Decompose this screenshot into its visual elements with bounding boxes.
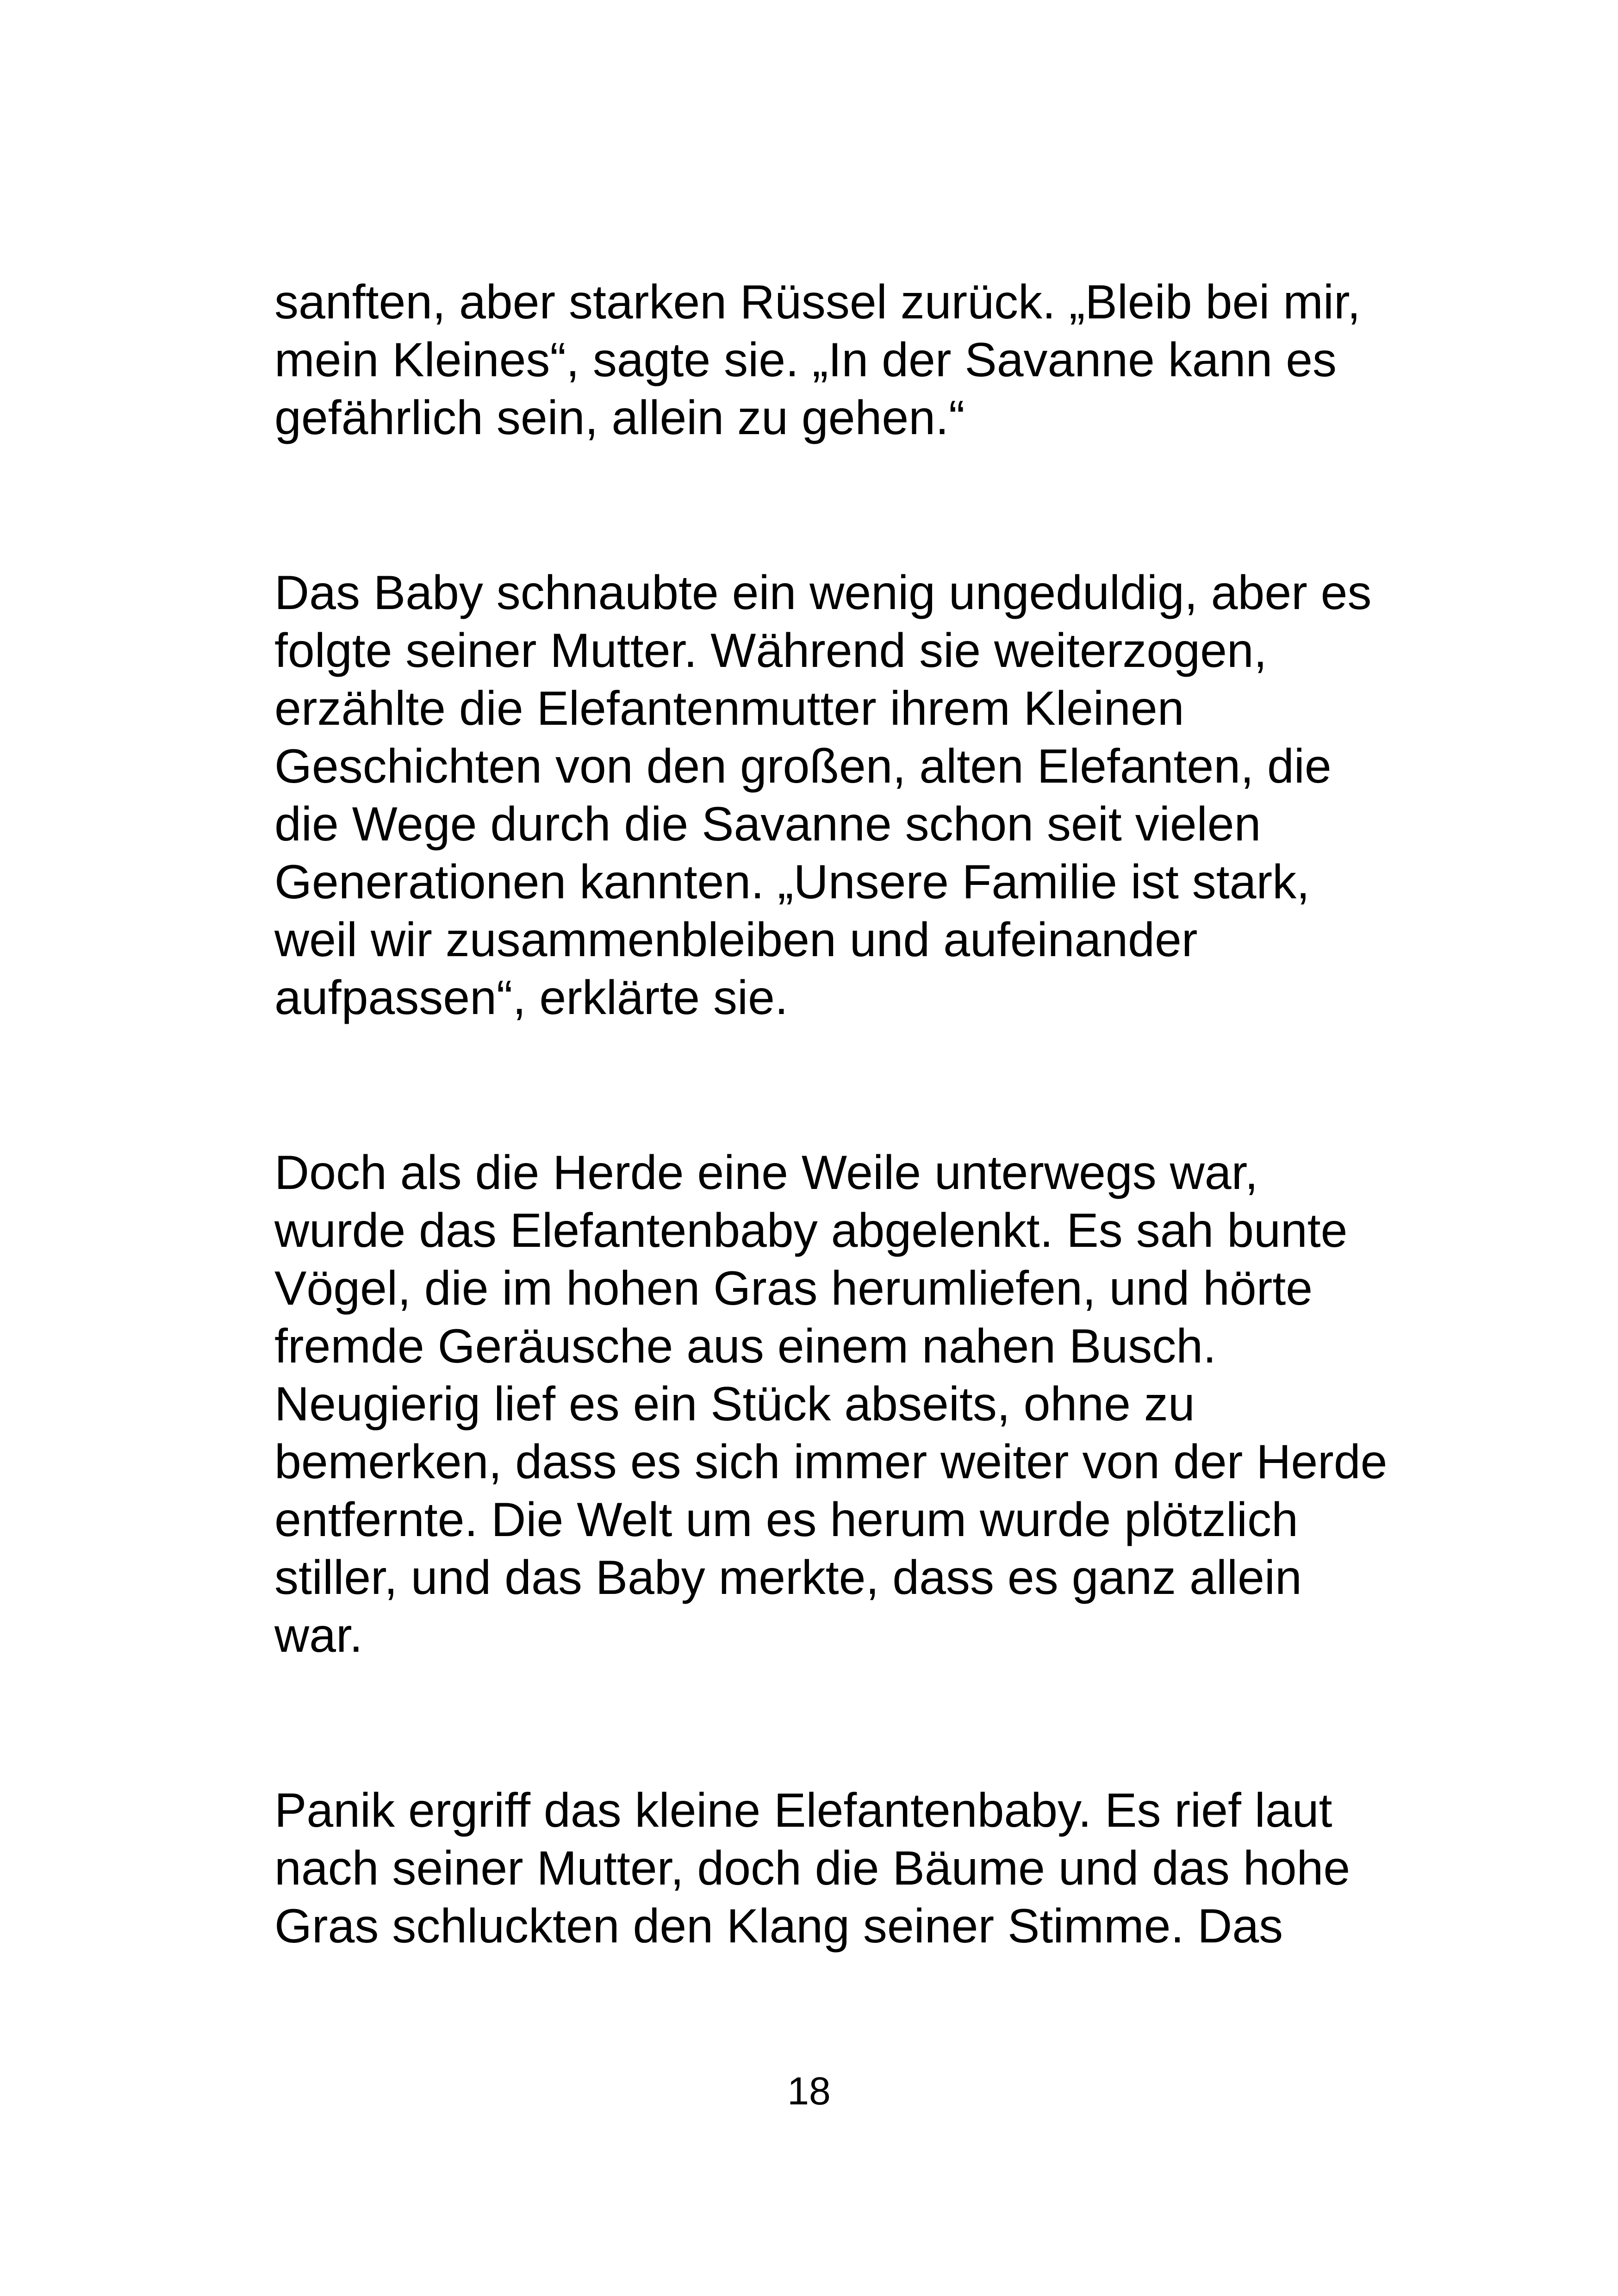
paragraph xyxy=(274,1144,1388,1665)
text-line: die Wege durch die Savanne schon seit vielen xyxy=(274,797,1261,851)
text-line: Das Baby schnaubte ein wenig ungeduldig, aber es xyxy=(274,566,1372,620)
text-line: sanften, aber starken Rüssel zurück. „Bleib bei mir, xyxy=(274,275,1361,329)
text-line: Panik ergriff das kleine Elefantenbaby. Es rief laut xyxy=(274,1784,1332,1837)
text-line: Geschichten von den großen, alten Elefanten, die xyxy=(274,740,1332,793)
text-line: mein Kleines“, sagte sie. „In der Savanne kann es xyxy=(274,333,1337,387)
text-line: Doch als die Herde eine Weile unterwegs war, xyxy=(274,1146,1258,1200)
text-line: stiller, und das Baby merkte, dass es ganz allein xyxy=(274,1551,1302,1605)
text-line: war. xyxy=(274,1609,363,1662)
text-line: Gras schluckten den Klang seiner Stimme. Das xyxy=(274,1899,1283,1953)
text-line: fremde Geräusche aus einem nahen Busch. xyxy=(274,1319,1216,1373)
page-number: 18 xyxy=(787,2069,831,2113)
text-line: bemerken, dass es sich immer weiter von der Herde xyxy=(274,1435,1388,1489)
paragraph xyxy=(274,1782,1376,1955)
text-line: wurde das Elefantenbaby abgelenkt. Es sah bunte xyxy=(274,1204,1348,1257)
paragraph xyxy=(274,564,1376,1027)
text-line: erzählte die Elefantenmutter ihrem Kleinen xyxy=(274,682,1184,735)
text-line: aufpassen“, erklärte sie. xyxy=(274,971,788,1025)
text-line: entfernte. Die Welt um es herum wurde plötzlich xyxy=(274,1493,1298,1547)
text-line: nach seiner Mutter, doch die Bäume und das hohe xyxy=(274,1842,1350,1895)
text-line: Generationen kannten. „Unsere Familie ist stark, xyxy=(274,855,1310,909)
text-line: Neugierig lief es ein Stück abseits, ohne zu xyxy=(274,1377,1195,1431)
text-line: weil wir zusammenbleiben und aufeinander xyxy=(274,913,1198,967)
paragraph xyxy=(274,274,1376,447)
text-line: Vögel, die im hohen Gras herumliefen, und hörte xyxy=(274,1262,1313,1315)
text-line: folgte seiner Mutter. Während sie weiterzogen, xyxy=(274,624,1267,678)
text-line: gefährlich sein, allein zu gehen.“ xyxy=(274,391,965,445)
